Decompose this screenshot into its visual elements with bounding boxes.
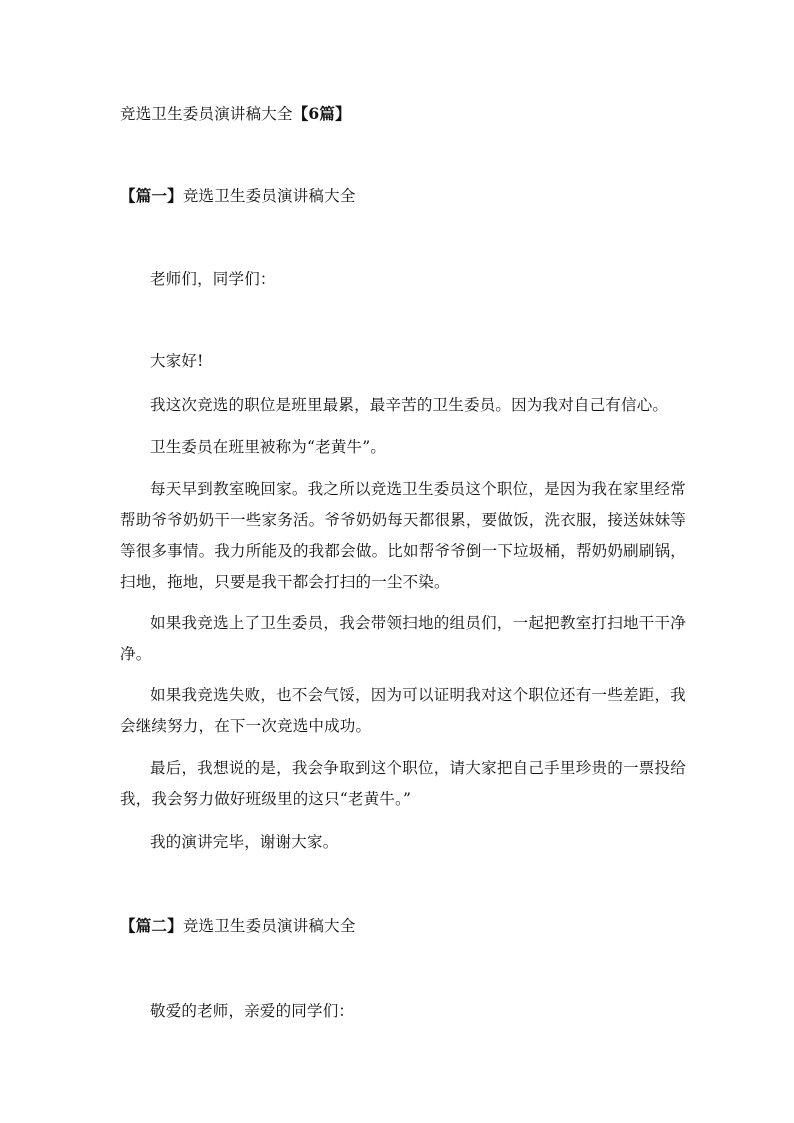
paragraph-6: 最后，我想说的是，我会争取到这个职位，请大家把自己手里珍贵的一票投给我，我会努力做好班级里的这只“老黄牛。” [120, 759, 686, 808]
section-heading-2 [120, 916, 356, 936]
salutation-2: 敬爱的老师，亲爱的同学们： [150, 1002, 355, 1020]
document-title-count: 【6篇】 [292, 104, 351, 123]
section-heading-1 [120, 186, 356, 206]
section-heading-1-label: 【篇一】 [120, 186, 183, 205]
section-heading-2-text: 竞选卫生委员演讲稿大全 [182, 917, 356, 935]
paragraph-5: 如果我竞选失败，也不会气馁，因为可以证明我对这个职位还有一些差距，我会继续努力，在下一次竞选中成功。 [120, 686, 686, 735]
salutation-1: 老师们，同学们： [150, 270, 276, 288]
document-title-text: 竞选卫生委员演讲稿大全 [120, 105, 293, 123]
document-title [120, 104, 351, 124]
greeting-1: 大家好! [150, 352, 204, 370]
paragraph-7: 我的演讲完毕，谢谢大家。 [150, 833, 339, 851]
paragraph-3: 每天早到教室晚回家。我之所以竞选卫生委员这个职位，是因为我在家里经常帮助爷爷奶奶干一些家务活。爷爷奶奶每天都很累，要做饭，洗衣服，接送妹妹等等很多事情。我力所能及的我都会做。比如帮爷爷倒一下垃圾桶，帮奶奶刷刷锅，扫地，拖地，只要是我干都会打扫的一尘不染。 [120, 480, 686, 591]
section-heading-2-label: 【篇二】 [120, 916, 183, 935]
paragraph-4: 如果我竞选上了卫生委员，我会带领扫地的组员们，一起把教室打扫地干干净净。 [120, 614, 686, 663]
paragraph-2: 卫生委员在班里被称为“老黄牛”。 [150, 438, 387, 456]
section-heading-1-text: 竞选卫生委员演讲稿大全 [182, 187, 356, 205]
paragraph-1: 我这次竞选的职位是班里最累，最辛苦的卫生委员。因为我对自己有信心。 [150, 396, 669, 414]
